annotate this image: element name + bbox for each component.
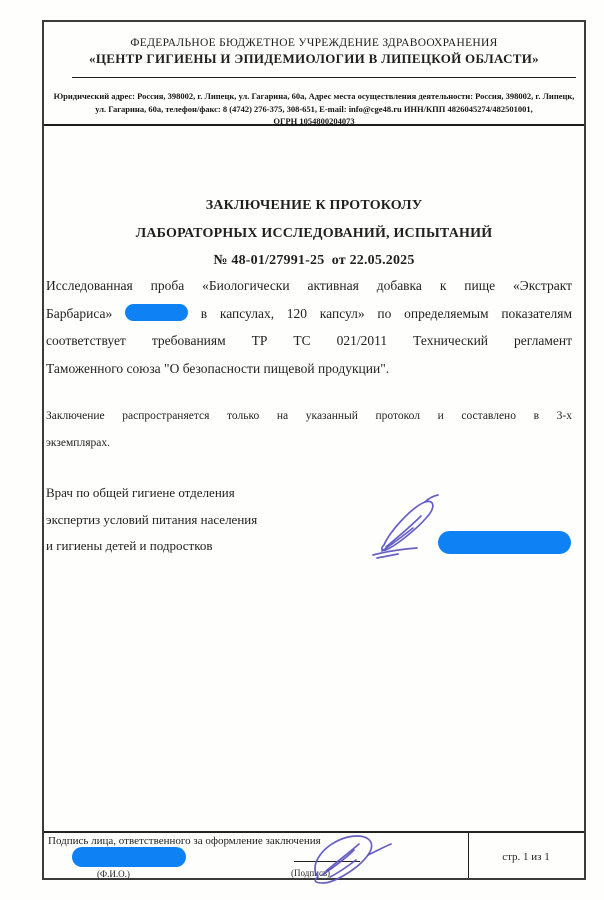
org-address-block <box>44 90 584 128</box>
body-line-2-before: Барбариса» <box>46 305 113 321</box>
position-line-3: и гигиены детей и подростков <box>46 538 213 553</box>
fio-label: (Ф.И.О.) <box>97 869 130 879</box>
body-line-2-after: в капсулах, 120 капсул» по определяемым показателям <box>200 305 573 321</box>
position-line-1: Врач по общей гигиене отделения <box>46 485 235 500</box>
header-divider-thick <box>44 124 584 126</box>
conclusion-paragraph <box>46 272 572 382</box>
redaction-pill-doctor-name <box>438 531 571 554</box>
redaction-pill-fio <box>72 847 186 867</box>
body-line-4: Таможенного союза "О безопасности пищевой продукции". <box>46 360 390 376</box>
org-name-line2: «ЦЕНТР ГИГИЕНЫ И ЭПИДЕМИОЛОГИИ В ЛИПЕЦКОЙ ОБЛАСТИ» <box>89 51 539 66</box>
copies-line-1: Заключение распространяется только на указанный протокол и составлено в 3-х <box>46 410 572 422</box>
address-line-3: ОГРН 1054800204073 <box>273 116 355 126</box>
copies-paragraph <box>46 403 572 457</box>
page-number: стр. 1 из 1 <box>502 851 550 863</box>
address-line-2: ул. Гагарина, 60а, телефон/факс: 8 (4742) 276-375, 308-651, E-mail: info@cge48.ru ИНН/КПП 4826045274/482501001, <box>95 103 533 114</box>
address-line-1: Юридический адрес: Россия, 398002, г. Липецк, ул. Гагарина, 60а, Адрес места осуществления деятельности: Россия, 398002, г. Липецк, <box>53 91 575 101</box>
body-line-3: соответствует требованиям ТР ТС 021/2011 Технический регламент <box>46 333 572 348</box>
document-title <box>44 192 584 275</box>
doctor-position-block <box>46 480 257 560</box>
body-line-2 <box>46 300 572 328</box>
redaction-pill-product <box>125 304 188 321</box>
title-line-2: ЛАБОРАТОРНЫХ ИССЛЕДОВАНИЙ, ИСПЫТАНИЙ <box>135 225 493 241</box>
position-line-2: экспертиз условий питания населения <box>46 511 258 527</box>
footer-caption: Подпись лица, ответственного за оформление заключения <box>48 835 321 847</box>
body-line-1: Исследованная проба «Биологически активная добавка к пище «Экстракт <box>46 278 572 293</box>
title-line-1: ЗАКЛЮЧЕНИЕ К ПРОТОКОЛУ <box>205 198 423 213</box>
title-protocol-number: № 48-01/27991-25 от 22.05.2025 <box>213 253 415 268</box>
signature-label: (Подпись) <box>291 868 331 878</box>
document-frame <box>42 20 586 880</box>
signature-scribble-footer <box>296 831 392 889</box>
signature-scribble-main <box>370 495 446 559</box>
copies-line-2: экземплярах. <box>46 437 110 449</box>
header-divider-thin <box>72 77 576 78</box>
org-name-line1: ФЕДЕРАЛЬНОЕ БЮДЖЕТНОЕ УЧРЕЖДЕНИЕ ЗДРАВООХРАНЕНИЯ <box>130 37 498 49</box>
